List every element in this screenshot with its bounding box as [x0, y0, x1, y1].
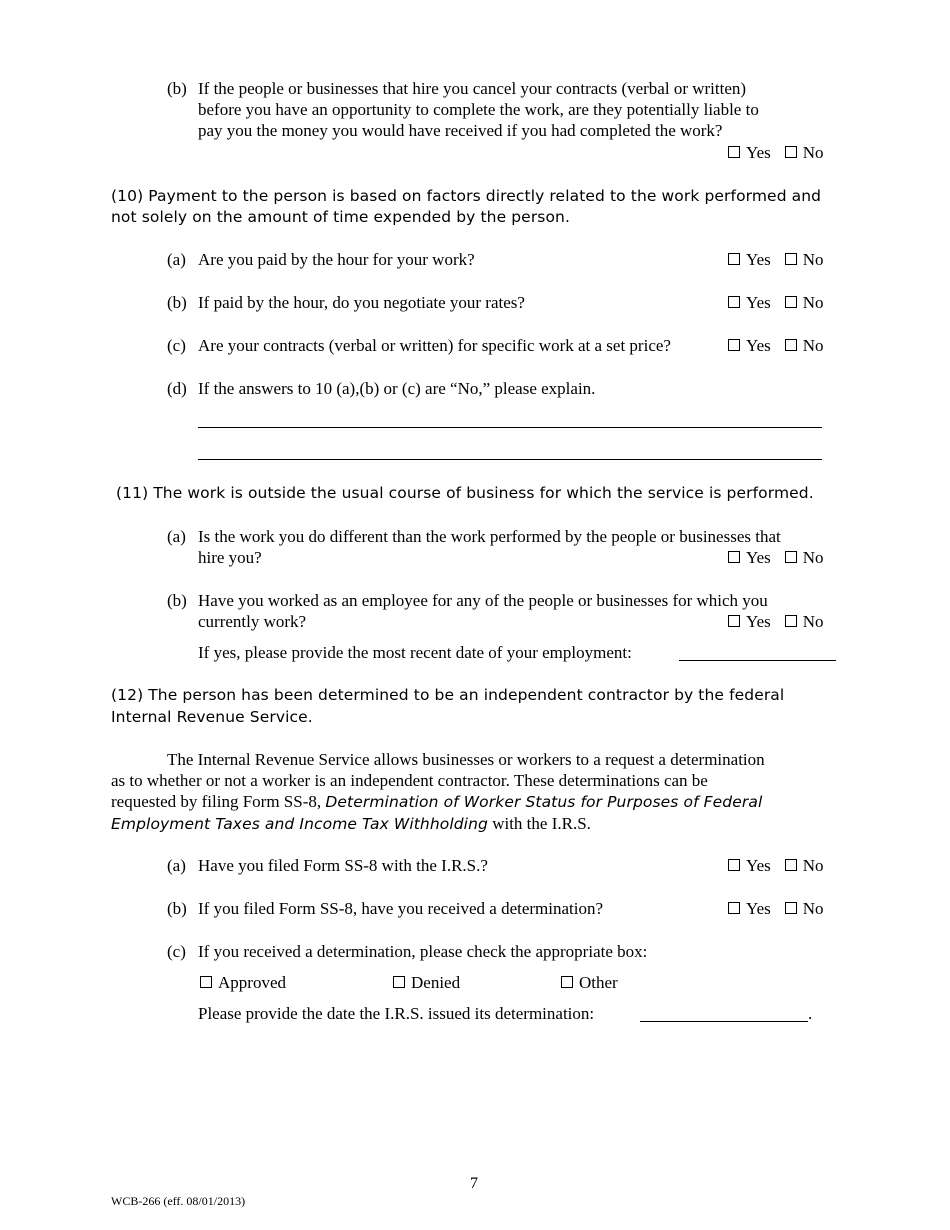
q10b-answer-group: [728, 292, 824, 313]
q12a-answer-group: [728, 855, 824, 876]
checkbox[interactable]: [785, 253, 797, 265]
checkbox[interactable]: [785, 615, 797, 627]
q11b-employment-date-field[interactable]: [679, 660, 836, 661]
q12c-approved-option[interactable]: Approved: [200, 972, 286, 993]
q12a-text: Have you filed Form SS-8 with the I.R.S.?: [198, 856, 488, 875]
form-id: WCB-266 (eff. 08/01/2013): [111, 1194, 246, 1208]
q11a-text-line2: hire you?: [198, 548, 262, 567]
q12b-text: If you filed Form SS-8, have you received a determination?: [198, 899, 604, 918]
s12-para-line4-text: with the I.R.S.: [487, 814, 591, 833]
s10-heading-line1: (10) Payment to the person is based on factors directly related to the work performed and: [111, 187, 822, 205]
q12b-letter: (b): [167, 899, 187, 918]
checkbox[interactable]: [785, 296, 797, 308]
q10b-yes-option[interactable]: Yes: [728, 292, 771, 313]
page-number: 7: [470, 1175, 478, 1192]
s12-para-line1: The Internal Revenue Service allows businesses or workers to a request a determination: [167, 750, 765, 769]
q11a-letter: (a): [167, 527, 186, 546]
checkbox[interactable]: [728, 615, 740, 627]
q10c-text: Are your contracts (verbal or written) for specific work at a set price?: [198, 336, 671, 355]
q10a-answer-group: [728, 249, 824, 270]
q9b-no-option[interactable]: No: [785, 142, 824, 163]
q10d-explain-line-1[interactable]: [198, 427, 822, 428]
checkbox[interactable]: [785, 902, 797, 914]
q10a-letter: (a): [167, 250, 186, 269]
q11b-answer-group: [728, 611, 824, 632]
q10a-text: Are you paid by the hour for your work?: [198, 250, 475, 269]
q10b-no-option[interactable]: No: [785, 292, 824, 313]
checkbox[interactable]: [728, 146, 740, 158]
checkbox[interactable]: [785, 551, 797, 563]
q10b-letter: (b): [167, 293, 187, 312]
s12-heading-line1: (12) The person has been determined to be an independent contractor by the federal: [111, 686, 785, 704]
q10d-explain-line-2[interactable]: [198, 459, 822, 460]
checkbox[interactable]: [728, 253, 740, 265]
q9b-text-line1: If the people or businesses that hire you cancel your contracts (verbal or written): [198, 79, 747, 98]
checkbox[interactable]: [728, 339, 740, 351]
q12b-answer-group: [728, 898, 824, 919]
q9b-text-line3: pay you the money you would have received if you had completed the work?: [198, 121, 723, 140]
q10a-no-option[interactable]: No: [785, 249, 824, 270]
checkbox[interactable]: [200, 976, 212, 988]
checkbox[interactable]: [785, 339, 797, 351]
q12c-determination-date-field[interactable]: [640, 1021, 808, 1022]
q11a-text-line1: Is the work you do different than the work performed by the people or businesses that: [198, 527, 781, 546]
q10c-letter: (c): [167, 336, 186, 355]
s12-para-line2: as to whether or not a worker is an independent contractor. These determinations can be: [111, 771, 708, 790]
checkbox[interactable]: [785, 859, 797, 871]
q12a-letter: (a): [167, 856, 186, 875]
q11b-followup-prompt: If yes, please provide the most recent date of your employment:: [198, 643, 632, 662]
q12c-other-option[interactable]: Other: [561, 972, 618, 993]
q11b-letter: (b): [167, 591, 187, 610]
q11b-text-line1: Have you worked as an employee for any of the people or businesses for which you: [198, 591, 768, 610]
checkbox[interactable]: [785, 146, 797, 158]
q10a-yes-option[interactable]: Yes: [728, 249, 771, 270]
q11a-no-option[interactable]: No: [785, 547, 824, 568]
q11a-answer-group: [728, 547, 824, 568]
checkbox[interactable]: [728, 902, 740, 914]
form-ss8-title-part1: Determination of Worker Status for Purposes of Federal: [325, 793, 763, 811]
q12b-yes-option[interactable]: Yes: [728, 898, 771, 919]
q12a-yes-option[interactable]: Yes: [728, 855, 771, 876]
q11b-no-option[interactable]: No: [785, 611, 824, 632]
q10c-answer-group: [728, 335, 824, 356]
checkbox[interactable]: [728, 859, 740, 871]
checkbox[interactable]: [561, 976, 573, 988]
s12-heading-line2: Internal Revenue Service.: [111, 708, 313, 726]
q9b-yes-option[interactable]: Yes: [728, 142, 771, 163]
q11a-yes-option[interactable]: Yes: [728, 547, 771, 568]
q9b-text-line2: before you have an opportunity to complete the work, are they potentially liable to: [198, 100, 759, 119]
q12a-no-option[interactable]: No: [785, 855, 824, 876]
q10b-text: If paid by the hour, do you negotiate your rates?: [198, 293, 525, 312]
q12c-date-suffix: .: [808, 1004, 813, 1023]
s12-para-line3-text: requested by filing Form SS-8,: [111, 792, 326, 811]
q11b-text-line2: currently work?: [198, 612, 307, 631]
q12c-date-prompt: Please provide the date the I.R.S. issued its determination:: [198, 1004, 595, 1023]
q12c-denied-option[interactable]: Denied: [393, 972, 460, 993]
checkbox[interactable]: [393, 976, 405, 988]
q10c-no-option[interactable]: No: [785, 335, 824, 356]
q9b-letter: (b): [167, 79, 187, 98]
q10d-text: If the answers to 10 (a),(b) or (c) are “No,” please explain.: [198, 379, 596, 398]
s12-para-line3: [111, 791, 762, 813]
form-ss8-title-part2: Employment Taxes and Income Tax Withholding: [111, 815, 488, 833]
q9b-answer-group: [728, 142, 824, 163]
q10c-yes-option[interactable]: Yes: [728, 335, 771, 356]
q10d-letter: (d): [167, 379, 187, 398]
checkbox[interactable]: [728, 551, 740, 563]
s10-heading-line2: not solely on the amount of time expended by the person.: [111, 208, 570, 226]
q12c-letter: (c): [167, 942, 186, 961]
q11b-yes-option[interactable]: Yes: [728, 611, 771, 632]
q12c-text: If you received a determination, please check the appropriate box:: [198, 942, 648, 961]
q12b-no-option[interactable]: No: [785, 898, 824, 919]
s11-heading: (11) The work is outside the usual course of business for which the service is performed.: [116, 484, 814, 502]
s12-para-line4: [111, 813, 591, 835]
checkbox[interactable]: [728, 296, 740, 308]
